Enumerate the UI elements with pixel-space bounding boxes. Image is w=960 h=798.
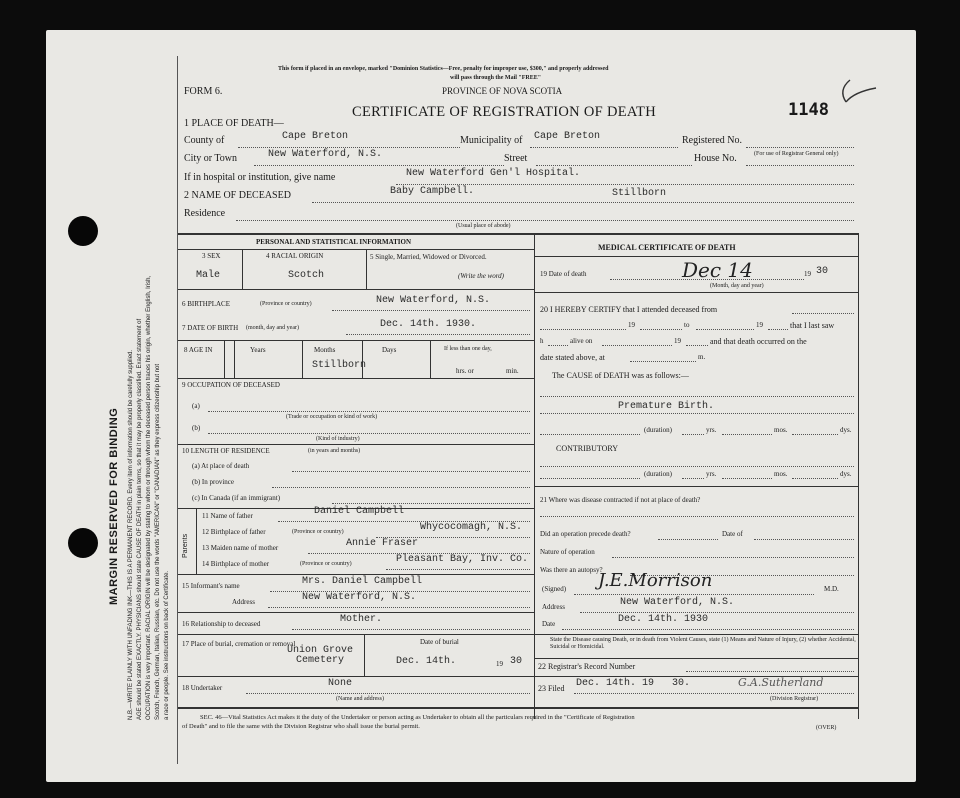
death-year-value: 30 — [816, 266, 829, 277]
mother-name-value: Annie Fraser — [346, 538, 419, 549]
death-occurred-label: and that death occurred on the — [710, 337, 807, 346]
m-label: m. — [698, 353, 706, 361]
hospital-label: If in hospital or institution, give name — [184, 172, 336, 183]
burial-place-value: Union Grove Cemetery — [286, 645, 353, 666]
last-saw-label: that I last saw — [790, 321, 835, 330]
racial-origin-value: Scotch — [288, 270, 325, 281]
birthplace-note: (Province or country) — [260, 301, 312, 307]
margin-nb-line-4: Scotch, French, German, Italian, Russian, etc. Do not use the words "AMERICAN" or "CANADIAN" as they express citizenship but not — [155, 364, 161, 720]
undertaker-label: 18 Undertaker — [182, 684, 223, 692]
certificate-sheet — [46, 30, 916, 782]
marital-note: (Write the word) — [458, 272, 505, 280]
father-birthplace-label: 12 Birthplace of father — [202, 528, 266, 536]
county-value: Cape Breton — [282, 131, 349, 142]
deceased-name-value: Baby Campbell. — [390, 186, 475, 197]
burial-date-label: Date of burial — [420, 638, 459, 646]
alive-on-label: alive on — [570, 337, 593, 345]
signed-label: (Signed) — [542, 585, 567, 593]
occupation-b: (b) — [192, 424, 201, 432]
alive-h-label: h — [540, 337, 544, 345]
less-than-day-label: If less than one day, — [444, 346, 492, 352]
death-date-value: Dec 14 — [682, 258, 753, 282]
contracted-label: 21 Where was disease contracted if not at place of death? — [540, 496, 701, 504]
nature-operation-label: Nature of operation — [540, 548, 595, 556]
personal-heading: PERSONAL AND STATISTICAL INFORMATION — [256, 238, 412, 246]
death-date-label: 19 Date of death — [540, 270, 587, 278]
province-title: PROVINCE OF NOVA SCOTIA — [442, 86, 563, 96]
dob-note: (month, day and year) — [246, 325, 299, 331]
undertaker-value: None — [328, 678, 353, 689]
filed-year-value: 30. — [672, 678, 691, 689]
age-value: Stillborn — [312, 360, 367, 371]
margin-nb-line-5: a race or people. See instructions on back of Certificate. — [164, 570, 170, 720]
birthplace-label: 6 BIRTHPLACE — [182, 300, 230, 308]
certify-label: 20 I HEREBY CERTIFY that I attended deceased from — [540, 305, 718, 314]
county-label: County of — [184, 135, 225, 146]
cause-value: Premature Birth. — [618, 401, 715, 412]
contributory-dys-label: dys. — [840, 470, 852, 478]
occupation-a: (a) — [192, 402, 200, 410]
father-name-value: Daniel Campbell — [314, 506, 405, 517]
autopsy-label: Was there an autopsy? — [540, 566, 603, 574]
physician-date-value: Dec. 14th. 1930 — [618, 614, 709, 625]
house-no-label: House No. — [694, 153, 737, 164]
contributory-yrs-label: yrs. — [706, 470, 717, 478]
informant-value: Mrs. Daniel Campbell — [302, 576, 423, 587]
hospital-value: New Waterford Gen'l Hospital. — [406, 168, 581, 179]
margin-divider — [177, 56, 178, 764]
father-birthplace-value: Whycocomagh, N.S. — [420, 522, 523, 533]
burial-place-label: 17 Place of burial, cremation or removal — [182, 640, 296, 648]
informant-label: 15 Informant's name — [182, 582, 240, 590]
margin-nb-line-2: AGE should be stated EXACTLY. PHYSICIANS should state CAUSE OF DEATH in plain terms, so that it may be properly classified. Exact statement of — [137, 318, 143, 720]
date-stated-label: date stated above, at — [540, 353, 605, 362]
relationship-label: 16 Relationship to deceased — [182, 620, 261, 628]
hrs-label: hrs. or — [456, 367, 474, 375]
margin-title: MARGIN RESERVED FOR BINDING — [108, 407, 120, 605]
cause-mos-label: mos. — [774, 426, 788, 434]
cause-label: The CAUSE of DEATH was as follows:— — [552, 371, 689, 380]
residence-in-canada: (c) In Canada (if an immigrant) — [192, 494, 281, 502]
death-date-note: (Month, day and year) — [710, 283, 764, 289]
father-birthplace-note: (Province or country) — [292, 529, 344, 535]
residence-in-province: (b) In province — [192, 478, 234, 486]
mail-notice-line-1: This form if placed in an envelope, marked "Dominion Statistics—Free, penalty for improper use, $300," and properly addressed — [278, 66, 609, 72]
birthplace-value: New Waterford, N.S. — [376, 295, 491, 306]
punch-hole-bottom — [68, 528, 98, 558]
father-name-label: 11 Name of father — [202, 512, 253, 520]
mother-birthplace-label: 14 Birthplace of mother — [202, 560, 270, 568]
operation-date-label: Date of — [722, 530, 743, 538]
physician-address-value: New Waterford, N.S. — [620, 597, 735, 608]
registrar-note: (Division Registrar) — [770, 696, 819, 702]
occupation-a-note: (Trade or occupation or kind of work) — [286, 414, 378, 420]
record-number-label: 22 Registrar's Record Number — [538, 662, 636, 671]
margin-nb-line-3: OCCUPATION is very important. RACIAL ORIGIN will be designated by stating to whom or through whom the deceased person traces his origin, whether English, Irish, — [146, 275, 152, 720]
place-section-label: 1 PLACE OF DEATH— — [184, 118, 284, 129]
burial-year-value: 30 — [510, 656, 523, 667]
punch-hole-top — [68, 216, 98, 246]
mother-birthplace-value: Pleasant Bay, Inv. Co. — [396, 554, 529, 565]
sex-label: 3 SEX — [202, 252, 221, 260]
physician-address-label: Address — [542, 603, 565, 611]
relationship-value: Mother. — [340, 614, 383, 625]
contributory-duration-label: (duration) — [644, 470, 672, 478]
form-number: FORM 6. — [184, 86, 223, 97]
age-label: 8 AGE IN — [184, 346, 213, 354]
min-label: min. — [506, 367, 519, 375]
violent-causes-note: State the Disease causing Death, or in death from Violent Causes, state (1) Means and Nature of Injury, (2) whether Accidental, Suicidal or Homicidal. — [550, 637, 856, 650]
medical-heading: MEDICAL CERTIFICATE OF DEATH — [598, 243, 736, 252]
filed-label: 23 Filed — [538, 684, 565, 693]
md-label: M.D. — [824, 585, 839, 593]
racial-origin-label: 4 RACIAL ORIGIN — [266, 252, 324, 260]
checkmark-icon — [836, 78, 886, 106]
deceased-stillborn-note: Stillborn — [612, 188, 667, 199]
registered-no-label: Registered No. — [682, 135, 742, 146]
municipality-label: Municipality of — [460, 135, 523, 146]
residence-note: (Usual place of abode) — [456, 223, 511, 229]
residence-length-note: (in years and months) — [308, 448, 361, 454]
filed-date-value: Dec. 14th. 19 — [576, 678, 655, 689]
footer-line-1: SEC. 46—Vital Statistics Act makes it the duty of the Undertaker or person acting as Undertaker to obtain all the particulars required in the "Certificate of Registration — [200, 714, 635, 721]
marital-label: 5 Single, Married, Widowed or Divorced. — [370, 253, 487, 261]
footer-over: (OVER) — [816, 725, 837, 731]
burial-year-prefix: 19 — [496, 660, 503, 668]
age-years-label: Years — [250, 346, 266, 354]
margin-nb-line-1: N.B.—WRITE PLAINLY WITH UNFADING INK—THIS IS A PERMANENT RECORD. Every item of information should be carefully supplied. — [128, 349, 134, 720]
mail-notice-line-2: will pass through the Mail "FREE" — [450, 75, 542, 81]
cause-dys-label: dys. — [840, 426, 852, 434]
street-label: Street — [504, 153, 528, 164]
operation-label: Did an operation precede death? — [540, 530, 631, 538]
contributory-mos-label: mos. — [774, 470, 788, 478]
residence-label: Residence — [184, 208, 226, 219]
deceased-name-label: 2 NAME OF DECEASED — [184, 190, 291, 201]
certificate-number: 1148 — [788, 100, 829, 120]
certify-to: to — [684, 321, 690, 329]
residence-length-label: 10 LENGTH OF RESIDENCE — [182, 447, 270, 455]
footer-line-2: of Death" and to file the same with the Division Registrar who shall issue the burial permit. — [182, 723, 420, 730]
burial-date-value: Dec. 14th. — [396, 656, 457, 667]
contributory-label: CONTRIBUTORY — [556, 444, 619, 453]
informant-address-label: Address — [232, 598, 255, 606]
parents-label: Parents — [182, 533, 189, 558]
municipality-value: Cape Breton — [534, 131, 601, 142]
physician-signature: J.E.Morrison — [598, 570, 713, 591]
cause-yrs-label: yrs. — [706, 426, 717, 434]
certificate-title: CERTIFICATE OF REGISTRATION OF DEATH — [352, 104, 656, 120]
certify-year-a: 19 — [628, 321, 635, 329]
city-label: City or Town — [184, 153, 238, 164]
cause-duration-label: (duration) — [644, 426, 672, 434]
death-year-prefix: 19 — [804, 270, 811, 278]
certify-year-b: 19 — [756, 321, 763, 329]
residence-at-place: (a) At place of death — [192, 462, 250, 470]
city-value: New Waterford, N.S. — [268, 149, 383, 160]
undertaker-note: (Name and address) — [336, 696, 384, 702]
registrar-signature: G.A.Sutherland — [738, 676, 824, 689]
mother-birthplace-note: (Province or country) — [300, 561, 352, 567]
occupation-label: 9 OCCUPATION OF DECEASED — [182, 381, 280, 389]
physician-date-label: Date — [542, 620, 556, 628]
alive-year-prefix: 19 — [674, 337, 681, 345]
age-months-label: Months — [314, 346, 336, 354]
age-days-label: Days — [382, 346, 397, 354]
dob-value: Dec. 14th. 1930. — [380, 319, 477, 330]
sex-value: Male — [196, 270, 221, 281]
informant-address-value: New Waterford, N.S. — [302, 592, 417, 603]
registered-no-note: (For use of Registrar General only) — [754, 151, 839, 157]
occupation-b-note: (Kind of industry) — [316, 436, 360, 442]
mother-name-label: 13 Maiden name of mother — [202, 544, 279, 552]
dob-label: 7 DATE OF BIRTH — [182, 324, 239, 332]
